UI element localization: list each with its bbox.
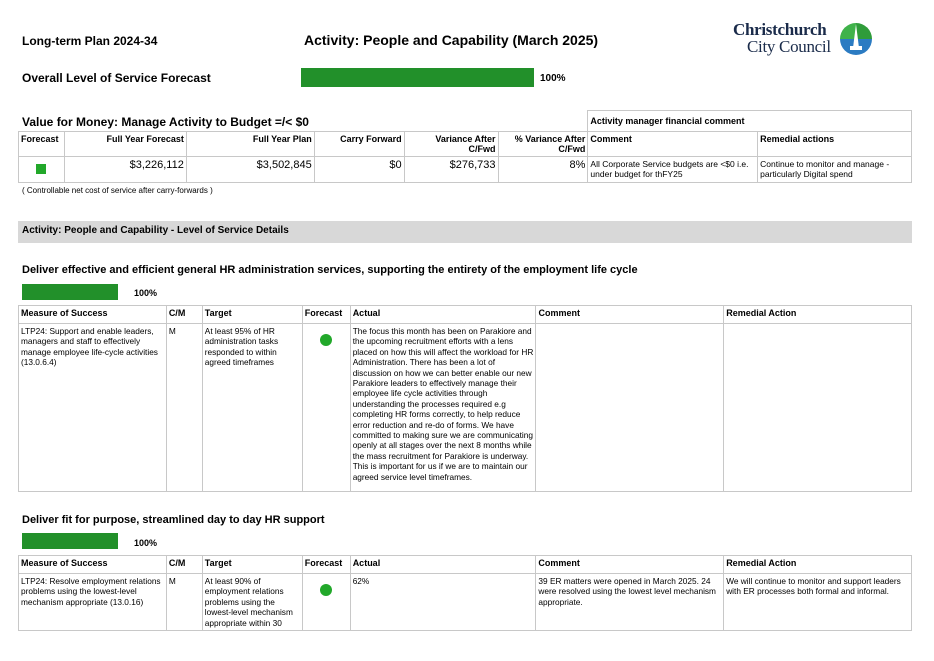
council-logo [733, 20, 883, 60]
g2-cm: M [166, 574, 202, 631]
col-carry-forward: Carry Forward [314, 132, 404, 157]
group2-progress-bar [22, 533, 118, 549]
section-header [18, 221, 912, 243]
vfm-note: ( Controllable net cost of service after carry-forwards ) [22, 186, 213, 195]
logo-line2: City Council [747, 37, 831, 56]
group1-table [18, 305, 912, 492]
g2-col-measure: Measure of Success [19, 556, 167, 574]
col-comment: Comment [588, 132, 758, 157]
group2-percent: 100% [134, 538, 158, 548]
section-title: Activity: People and Capability - Level of Service Details [22, 225, 289, 236]
g2-measure: LTP24: Resolve employment relations problems using the lowest-level mechanism appropriate (13.0.16) [19, 574, 167, 631]
g2-col-comment: Comment [536, 556, 724, 574]
group2-table [18, 555, 912, 631]
g2-col-actual: Actual [350, 556, 536, 574]
overall-progress-track [301, 68, 534, 87]
col-pct-variance: % Variance After C/Fwd [498, 132, 588, 157]
col-full-year-forecast: Full Year Forecast [64, 132, 186, 157]
group2-progress-track [22, 533, 118, 549]
carry-forward-value: $0 [314, 157, 404, 183]
g1-actual: The focus this month has been on Parakiore and the upcoming recruitment efforts with a lens placed on how this will affect the workload for HR Administration. There has been a lot of discussion on how we can better enable our new Parakiore leaders to effectively manage their employee life cycle activities through understanding the processes required e.g completing HR forms correctly, to help reduce error reduction and re-do of forms. We have committed to making sure we are communicating openly at all stages over the next 8 months while the mass recruitment for Parakiore is underway. This is important for us if we are to maintain our agreed service level timeframes. [350, 324, 536, 492]
forecast-status-square-icon [36, 164, 46, 174]
col-forecast: Forecast [19, 132, 65, 157]
g1-remedial [724, 324, 912, 492]
overall-progress-bar [301, 68, 534, 87]
col-variance: Variance After C/Fwd [404, 132, 498, 157]
g2-col-cm: C/M [166, 556, 202, 574]
overall-percent: 100% [540, 73, 566, 84]
pct-variance-value: 8% [498, 157, 588, 183]
g2-col-target: Target [202, 556, 302, 574]
col-full-year-plan: Full Year Plan [186, 132, 314, 157]
full-year-plan-value: $3,502,845 [186, 157, 314, 183]
g2-comment: 39 ER matters were opened in March 2025. 24 were resolved using the lowest level mechanism appropriate. [536, 574, 724, 631]
col-remedial: Remedial actions [758, 132, 912, 157]
group1-progress-bar [22, 284, 118, 300]
forecast-status-cell [19, 157, 65, 183]
group2-title: Deliver fit for purpose, streamlined day to day HR support [22, 514, 325, 526]
g1-measure: LTP24: Support and enable leaders, managers and staff to effectively manage employee life-cycle activities (13.0.6.4) [19, 324, 167, 492]
full-year-forecast-value: $3,226,112 [64, 157, 186, 183]
g2-target: At least 90% of employment relations problems using the lowest-level mechanism appropriate within 30 [202, 574, 302, 631]
g2-actual: 62% [350, 574, 536, 631]
overall-forecast-label: Overall Level of Service Forecast [22, 71, 211, 85]
g1-col-target: Target [202, 306, 302, 324]
variance-value: $276,733 [404, 157, 498, 183]
page-title: Activity: People and Capability (March 2025) [304, 32, 599, 48]
plan-title: Long-term Plan 2024-34 [22, 34, 158, 48]
g1-col-comment: Comment [536, 306, 724, 324]
g1-forecast-cell [302, 324, 350, 492]
financial-remedial: Continue to monitor and manage - particularly Digital spend [758, 157, 912, 183]
g2-forecast-cell [302, 574, 350, 631]
g1-col-forecast: Forecast [302, 306, 350, 324]
group1-title: Deliver effective and efficient general HR administration services, supporting the entirety of the employment life cycle [22, 264, 638, 276]
g2-col-forecast: Forecast [302, 556, 350, 574]
g1-col-remedial: Remedial Action [724, 306, 912, 324]
financial-comment-header: Activity manager financial comment [588, 111, 912, 132]
g1-forecast-status-dot-icon [320, 334, 332, 346]
g2-forecast-status-dot-icon [320, 584, 332, 596]
group1-progress-track [22, 284, 118, 300]
vfm-title: Value for Money: Manage Activity to Budget =/< $0 [22, 115, 309, 129]
logo-line1: Christchurch [733, 20, 827, 39]
g1-comment [536, 324, 724, 492]
g1-col-cm: C/M [166, 306, 202, 324]
financial-comment: All Corporate Service budgets are <$0 i.e. under budget for thFY25 [588, 157, 758, 183]
g1-col-actual: Actual [350, 306, 536, 324]
g2-remedial: We will continue to monitor and support leaders with ER processes both formal and informal. [724, 574, 912, 631]
group1-percent: 100% [134, 288, 158, 298]
financial-table [18, 110, 912, 183]
g1-cm: M [166, 324, 202, 492]
g2-col-remedial: Remedial Action [724, 556, 912, 574]
cathedral-spire-icon [838, 22, 874, 56]
g1-target: At least 95% of HR administration tasks responded to within agreed timeframes [202, 324, 302, 492]
g1-col-measure: Measure of Success [19, 306, 167, 324]
